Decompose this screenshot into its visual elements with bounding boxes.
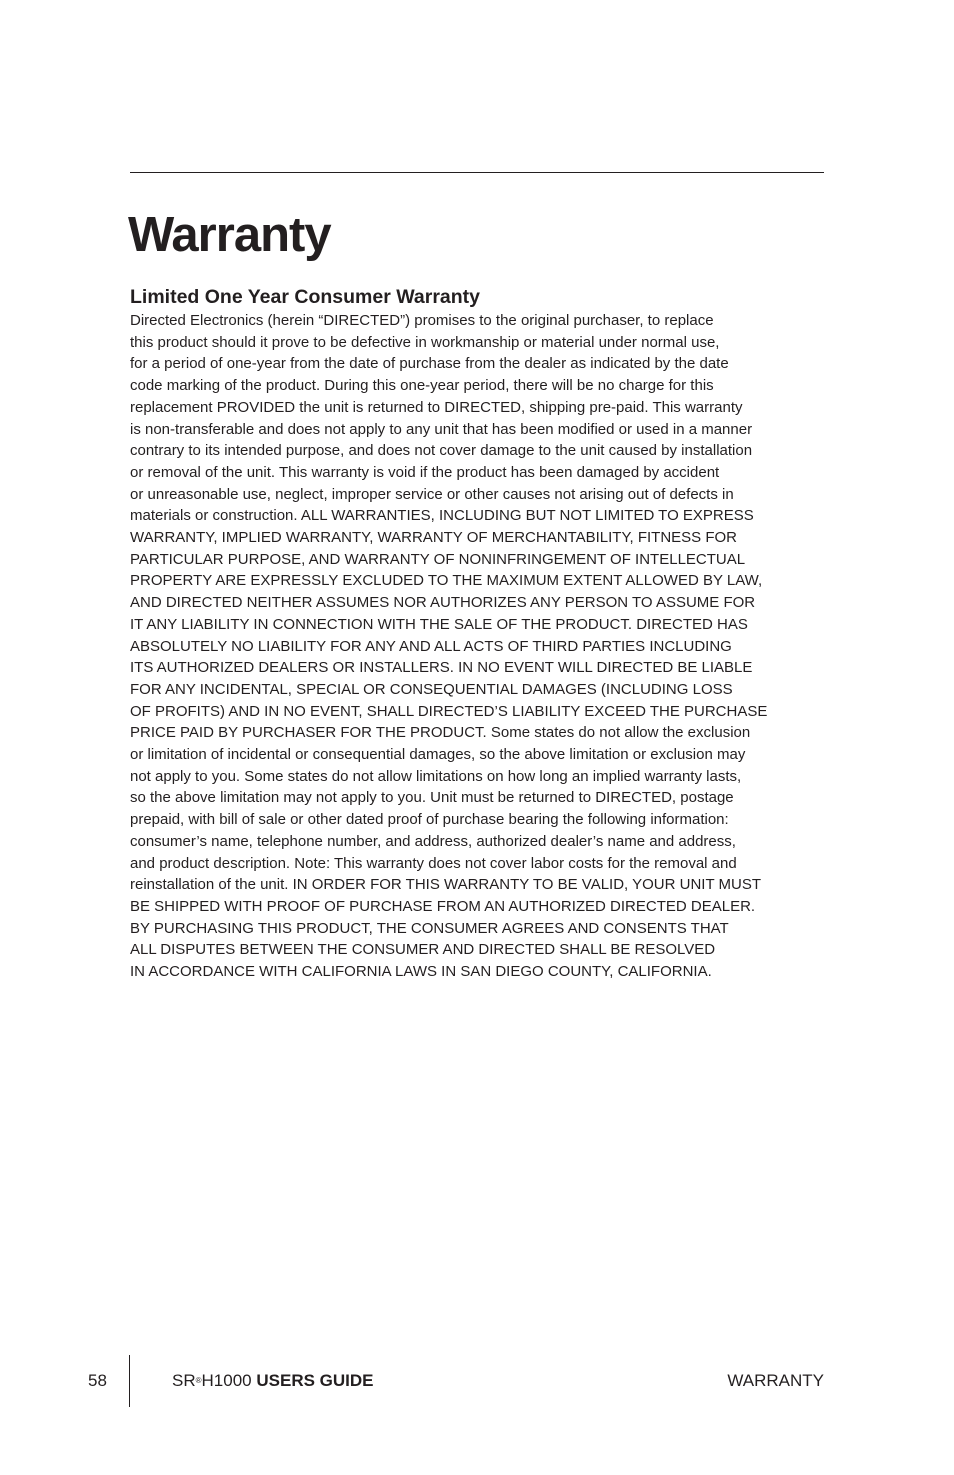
body-line: reinstallation of the unit. IN ORDER FOR THIS WARRANTY TO BE VALID, YOUR UNIT MUST <box>130 876 761 894</box>
body-line: prepaid, with bill of sale or other dated proof of purchase bearing the following information: <box>130 811 729 829</box>
body-line: BE SHIPPED WITH PROOF OF PURCHASE FROM AN AUTHORIZED DIRECTED DEALER. <box>130 897 756 915</box>
body-line: this product should it prove to be defective in workmanship or material under normal use, <box>130 333 720 351</box>
body-line: contrary to its intended purpose, and does not cover damage to the unit caused by installation <box>130 442 753 460</box>
body-line: and product description. Note: This warranty does not cover labor costs for the removal and <box>130 854 737 872</box>
body-line: or limitation of incidental or consequential damages, so the above limitation or exclusion may <box>130 746 746 764</box>
body-line: AND DIRECTED NEITHER ASSUMES NOR AUTHORIZES ANY PERSON TO ASSUME FOR <box>130 594 756 612</box>
body-line: replacement PROVIDED the unit is returned to DIRECTED, shipping pre-paid. This warranty <box>130 398 743 416</box>
body-line: PARTICULAR PURPOSE, AND WARRANTY OF NONINFRINGEMENT OF INTELLECTUAL <box>130 550 746 568</box>
product-prefix: SR <box>172 1371 196 1390</box>
body-line: IN ACCORDANCE WITH CALIFORNIA LAWS IN SAN DIEGO COUNTY, CALIFORNIA. <box>130 963 712 981</box>
body-line: ITS AUTHORIZED DEALERS OR INSTALLERS. IN NO EVENT WILL DIRECTED BE LIABLE <box>130 659 753 677</box>
body-line: ALL DISPUTES BETWEEN THE CONSUMER AND DIRECTED SHALL BE RESOLVED <box>130 941 716 959</box>
body-line: ABSOLUTELY NO LIABILITY FOR ANY AND ALL ACTS OF THIRD PARTIES INCLUDING <box>130 637 732 655</box>
body-line: not apply to you. Some states do not allow limitations on how long an implied warranty lasts, <box>130 767 742 785</box>
guide-label: USERS GUIDE <box>256 1371 374 1390</box>
body-line: or removal of the unit. This warranty is void if the product has been damaged by accident <box>130 463 720 481</box>
body-line: WARRANTY, IMPLIED WARRANTY, WARRANTY OF MERCHANTABILITY, FITNESS FOR <box>130 529 738 547</box>
body-line: so the above limitation may not apply to you. Unit must be returned to DIRECTED, postage <box>130 789 734 807</box>
body-line: FOR ANY INCIDENTAL, SPECIAL OR CONSEQUENTIAL DAMAGES (INCLUDING LOSS <box>130 680 733 698</box>
body-line: OF PROFITS) AND IN NO EVENT, SHALL DIRECTED’S LIABILITY EXCEED THE PURCHASE <box>130 702 768 720</box>
page-title: Warranty <box>128 208 331 262</box>
body-line: PROPERTY ARE EXPRESSLY EXCLUDED TO THE MAXIMUM EXTENT ALLOWED BY LAW, <box>130 572 763 590</box>
section-heading: Limited One Year Consumer Warranty <box>130 286 481 308</box>
footer-guide-title <box>172 1369 374 1393</box>
body-line: code marking of the product. During this one-year period, there will be no charge for this <box>130 377 714 395</box>
body-line: BY PURCHASING THIS PRODUCT, THE CONSUMER AGREES AND CONSENTS THAT <box>130 919 729 937</box>
body-line: IT ANY LIABILITY IN CONNECTION WITH THE SALE OF THE PRODUCT. DIRECTED HAS <box>130 615 748 633</box>
body-line: is non-transferable and does not apply to any unit that has been modified or used in a manner <box>130 420 753 438</box>
body-line: PRICE PAID BY PURCHASER FOR THE PRODUCT. Some states do not allow the exclusion <box>130 724 751 742</box>
footer-section-label: WARRANTY <box>727 1371 824 1390</box>
body-line: or unreasonable use, neglect, improper service or other causes not arising out of defects in <box>130 485 734 503</box>
page-number: 58 <box>88 1371 107 1390</box>
warranty-body <box>130 310 850 983</box>
body-line: Directed Electronics (herein “DIRECTED”) promises to the original purchaser, to replace <box>130 312 714 329</box>
top-rule <box>130 172 824 173</box>
registered-mark: ® <box>195 1376 202 1385</box>
body-line: for a period of one-year from the date of purchase from the dealer as indicated by the date <box>130 355 729 373</box>
product-model: H1000 <box>201 1371 252 1390</box>
footer-divider <box>129 1355 130 1407</box>
body-line: consumer’s name, telephone number, and address, authorized dealer’s name and address, <box>130 832 736 850</box>
body-line: materials or construction. ALL WARRANTIES, INCLUDING BUT NOT LIMITED TO EXPRESS <box>130 507 754 525</box>
